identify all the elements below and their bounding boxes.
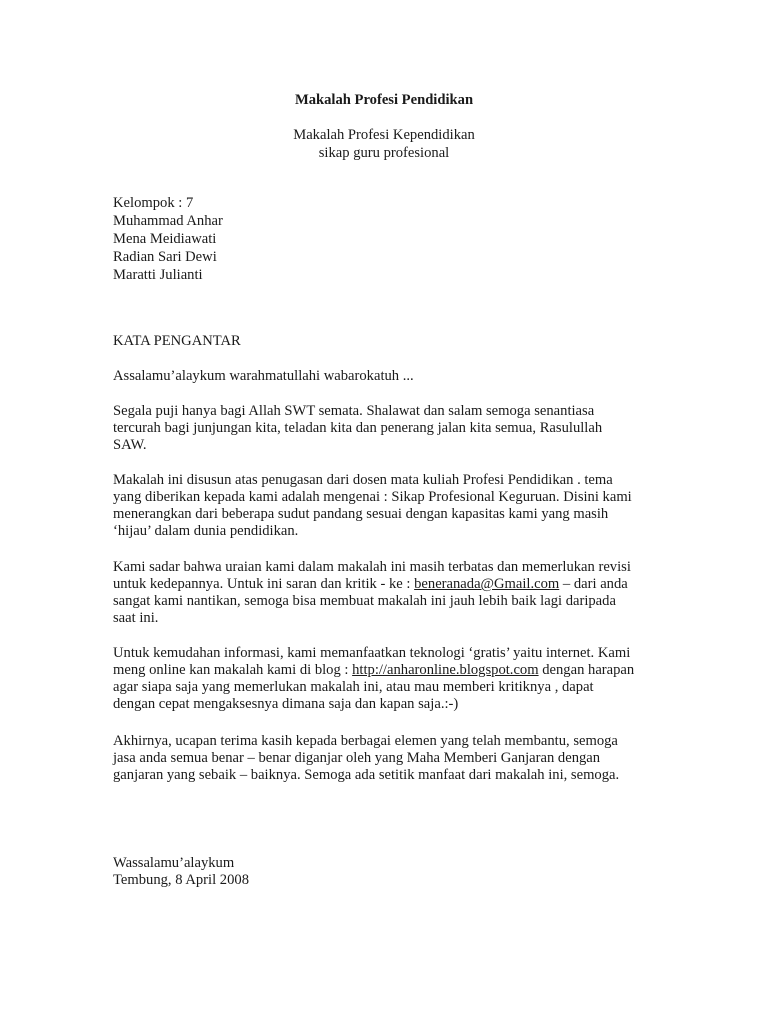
paragraph-line: jasa anda semua benar – benar diganjar oleh yang Maha Memberi Ganjaran dengan [113, 750, 601, 766]
paragraph-line: Akhirnya, ucapan terima kasih kepada berbagai elemen yang telah membantu, semoga [113, 733, 618, 749]
blog-link[interactable]: http://anharonline.blogspot.com [352, 662, 539, 678]
greeting: Assalamu’alaykum warahmatullahi wabarokatuh ... [113, 368, 414, 384]
member-name: Mena Meidiawati [113, 231, 217, 247]
paragraph-line: tercurah bagi junjungan kita, teladan kita dan penerang jalan kita semua, Rasulullah [113, 420, 603, 436]
subtitle-line: Makalah Profesi Kependidikan [293, 127, 475, 143]
paragraph-5 [113, 733, 653, 784]
text-span: dengan harapan [538, 662, 635, 678]
closing-block [113, 855, 653, 889]
document-title: Makalah Profesi Pendidikan [294, 92, 474, 108]
text-span: – dari anda [559, 576, 628, 592]
place-date: Tembung, 8 April 2008 [113, 872, 249, 888]
email-link[interactable]: beneranada@Gmail.com [414, 576, 560, 592]
paragraph-line: Kami sadar bahwa uraian kami dalam makalah ini masih terbatas dan memerlukan revisi [113, 559, 631, 575]
paragraph-1 [113, 403, 653, 454]
paragraph-2 [113, 472, 653, 540]
member-name: Muhammad Anhar [113, 213, 223, 229]
paragraph-3 [113, 559, 653, 627]
paragraph-line: Makalah ini disusun atas penugasan dari dosen mata kuliah Profesi Pendidikan . tema [113, 472, 613, 488]
paragraph-line: Segala puji hanya bagi Allah SWT semata. Shalawat dan salam semoga senantiasa [113, 403, 595, 419]
paragraph-line: Untuk kemudahan informasi, kami memanfaatkan teknologi ‘gratis’ yaitu internet. Kami [113, 645, 631, 661]
paragraph-line-with-link [113, 662, 653, 679]
paragraph-line: yang diberikan kepada kami adalah mengenai : Sikap Profesional Keguruan. Disini kami [113, 489, 632, 505]
group-members [113, 195, 653, 285]
paragraph-line: dengan cepat mengaksesnya dimana saja dan kapan saja.:-) [113, 696, 459, 712]
member-name: Maratti Julianti [113, 267, 203, 283]
section-heading: KATA PENGANTAR [113, 333, 241, 349]
subtitle-line: sikap guru profesional [318, 145, 450, 161]
paragraph-line: saat ini. [113, 610, 159, 626]
group-label: Kelompok : 7 [113, 195, 194, 211]
paragraph-line: menerangkan dari beberapa sudut pandang sesuai dengan kapasitas kami yang masih [113, 506, 609, 522]
paragraph-line: SAW. [113, 437, 147, 453]
member-name: Radian Sari Dewi [113, 249, 217, 265]
closing-salutation: Wassalamu’alaykum [113, 855, 235, 871]
paragraph-line: ‘hijau’ dalam dunia pendidikan. [113, 523, 299, 539]
text-span: meng online kan makalah kami di blog : [113, 662, 353, 678]
paragraph-line: ganjaran yang sebaik – baiknya. Semoga ada setitik manfaat dari makalah ini, semoga. [113, 767, 620, 783]
paragraph-line-with-email [113, 576, 653, 593]
paragraph-line: agar siapa saja yang memerlukan makalah ini, atau mau memberi kritiknya , dapat [113, 679, 594, 695]
document-subtitle [0, 127, 768, 163]
paragraph-4 [113, 645, 653, 713]
paragraph-line: sangat kami nantikan, semoga bisa membuat makalah ini jauh lebih baik lagi daripada [113, 593, 616, 609]
text-span: untuk kedepannya. Untuk ini saran dan kritik - ke : [113, 576, 415, 592]
